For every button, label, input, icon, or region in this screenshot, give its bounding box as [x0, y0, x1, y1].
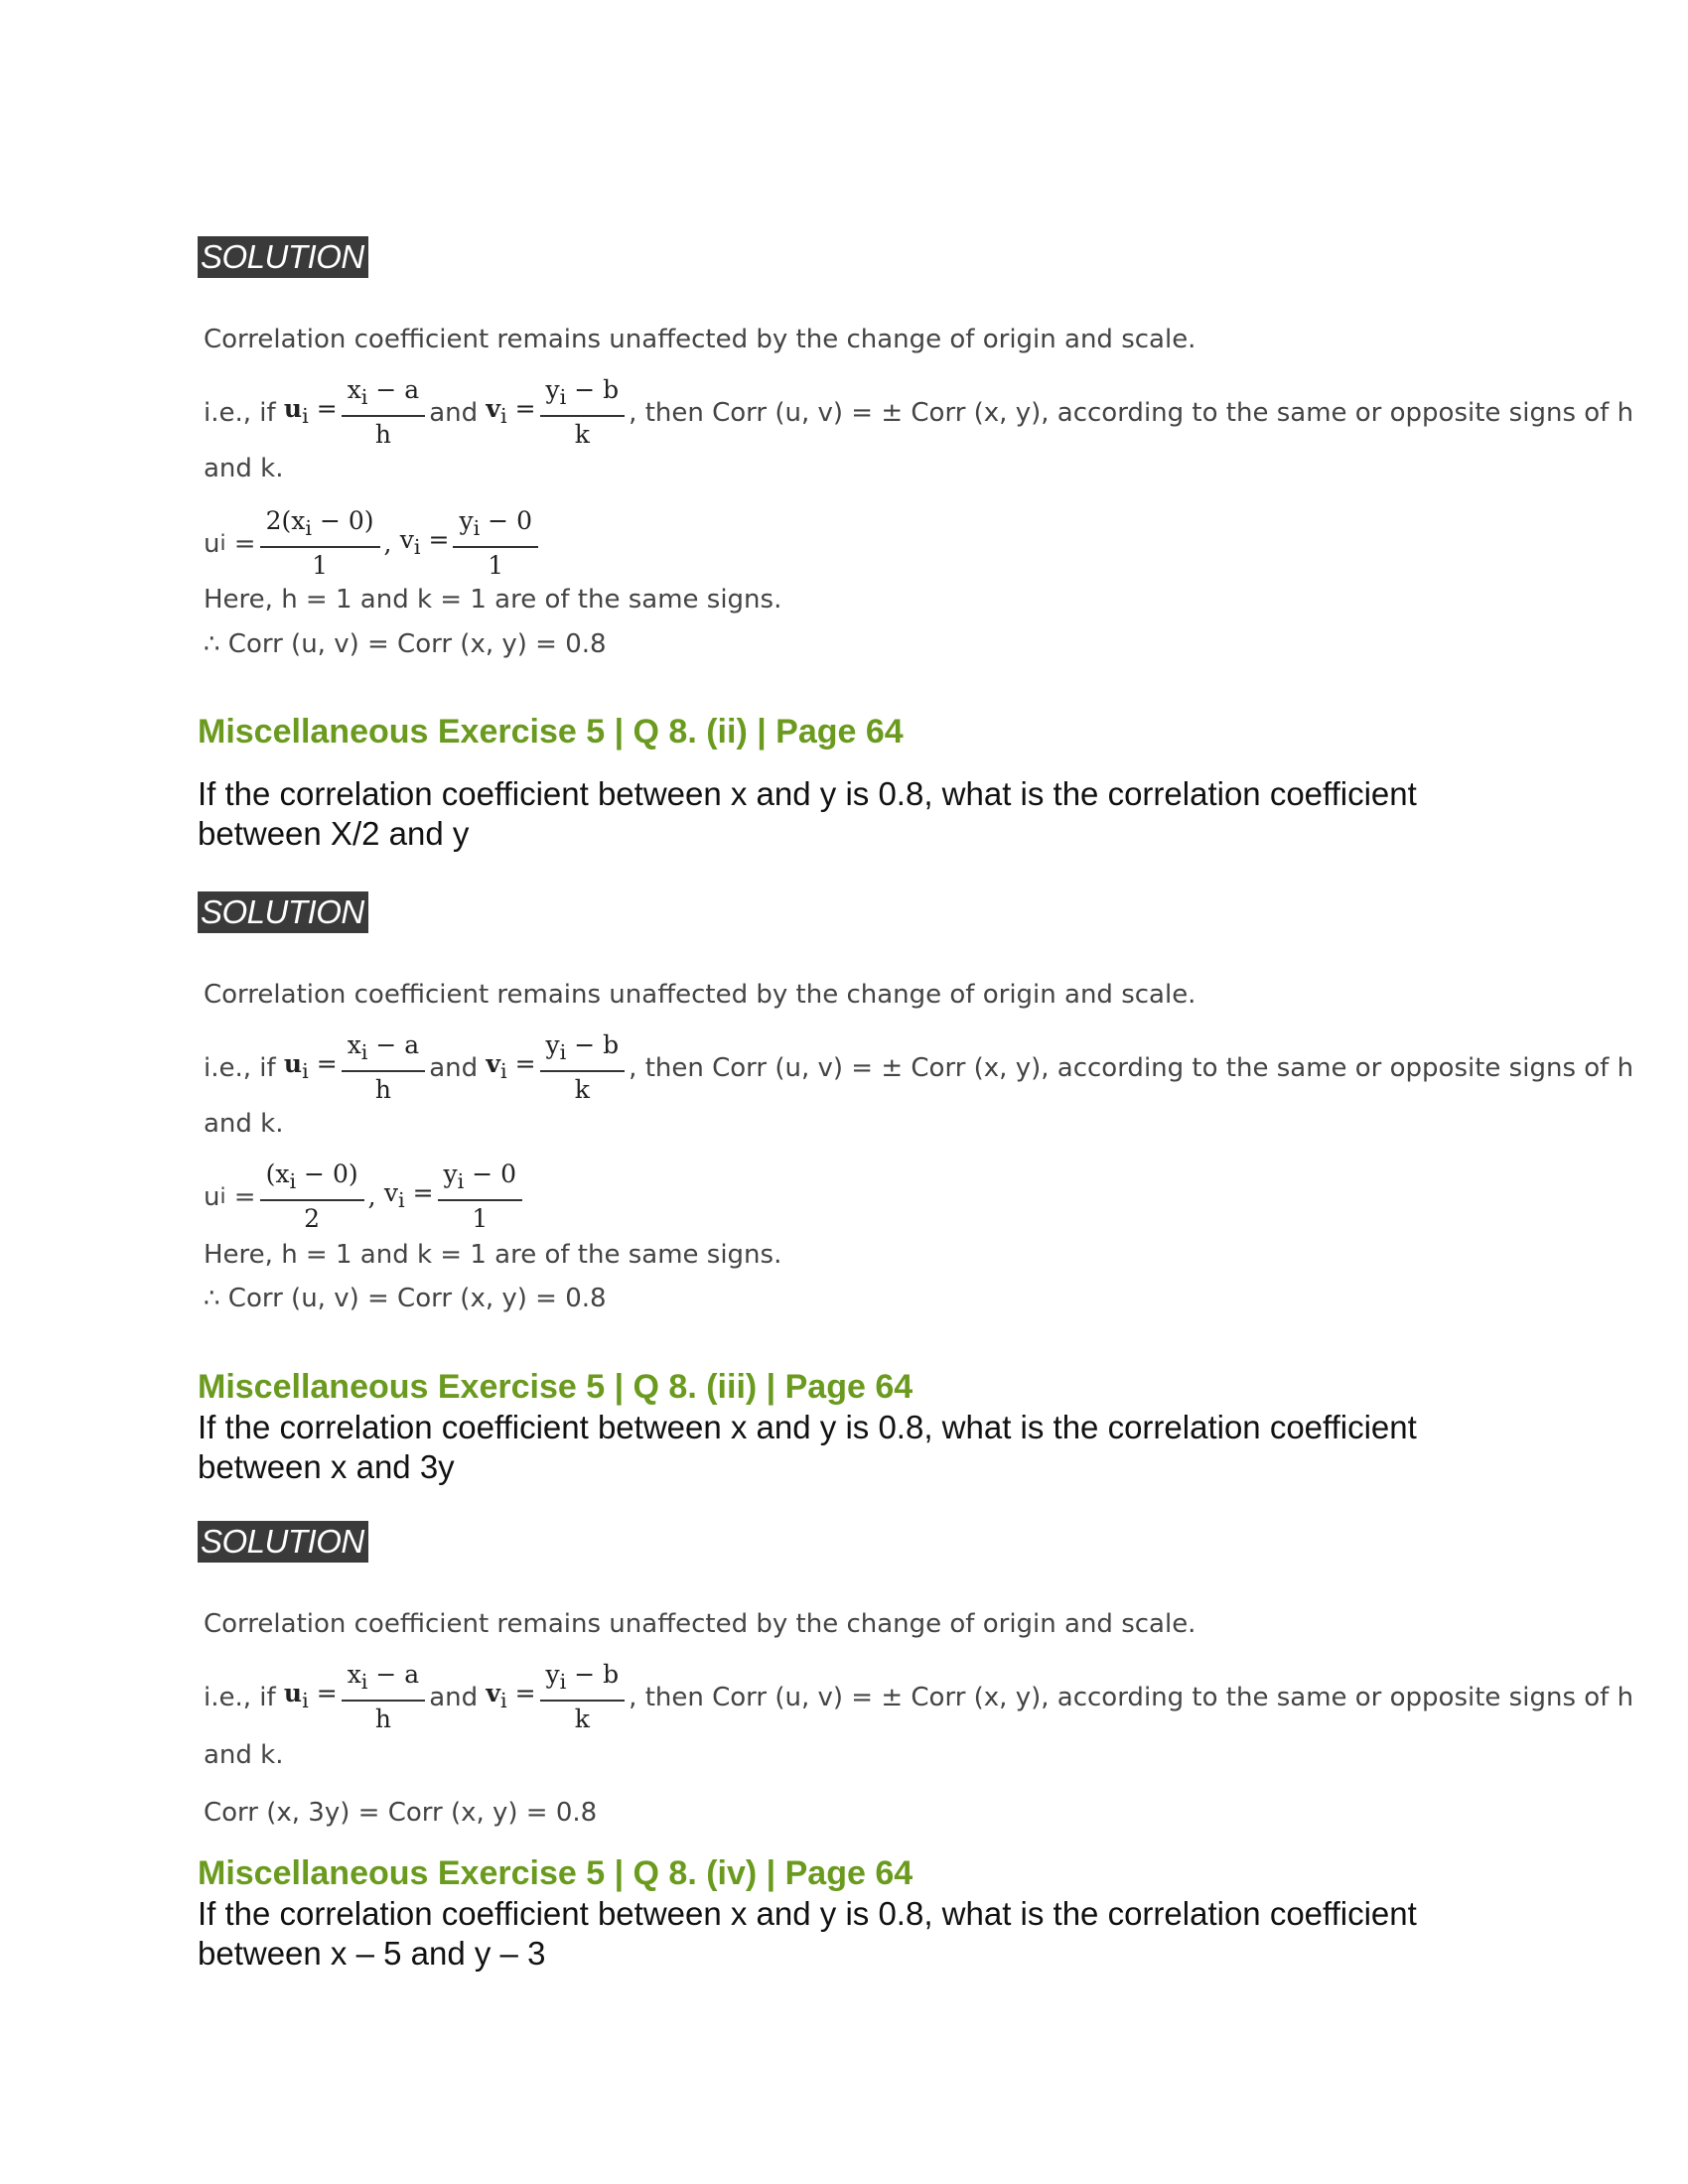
- u-def-fraction: $\frac{2(x_i - 0)}{1}$: [260, 506, 380, 581]
- u-fraction: $\frac{x_i - a}{h}$: [342, 1030, 426, 1105]
- solution-label: SOLUTION: [198, 236, 368, 278]
- question-line-1: If the correlation coefficient between x and y is 0.8, what is the correlation coefficient: [198, 1895, 1417, 1932]
- ie-prefix: i.e., if: [204, 397, 276, 428]
- exercise-heading: Miscellaneous Exercise 5 | Q 8. (iii) | Page 64: [198, 1368, 914, 1406]
- here-text: Here, h = 1 and k = 1 are of the same signs.: [204, 585, 782, 614]
- formula-line: i.e., if $u_i$ = $\frac{x_i - a}{h}$ and $v_i$ = $\frac{y_i - b}{k}$ , then Corr (u, v) = ± Corr (x, y), according to the same or opposite signs of h: [204, 1030, 1634, 1104]
- therefore-text: ∴ Corr (u, v) = Corr (x, y) = 0.8: [204, 629, 607, 659]
- intro-text: Correlation coefficient remains unaffected by the change of origin and scale.: [204, 325, 1196, 354]
- question-line-1: If the correlation coefficient between x and y is 0.8, what is the correlation coefficient: [198, 1409, 1417, 1445]
- then-text: , then Corr (u, v) = ± Corr (x, y), according to the same or opposite signs of h: [629, 397, 1634, 428]
- v-fraction: $\frac{y_i - b}{k}$: [540, 375, 626, 450]
- solution-label: SOLUTION: [198, 1521, 368, 1563]
- result-text: Corr (x, 3y) = Corr (x, y) = 0.8: [204, 1798, 598, 1828]
- question-line-2: between X/2 and y: [198, 815, 470, 852]
- here-text: Here, h = 1 and k = 1 are of the same signs.: [204, 1240, 782, 1270]
- formula-line: i.e., if $u_i$ = $\frac{x_i - a}{h}$ and $v_i$ = $\frac{y_i - b}{k}$ , then Corr (u, v) = ± Corr (x, y), according to the same or opposite signs of h: [204, 1660, 1634, 1733]
- formula-line: i.e., if $u_i$ = $\frac{x_i - a}{h}$ and $v_i$ = $\frac{y_i - b}{k}$ , then Corr (u, v) = ± Corr (x, y), according to the same or opposite signs of h: [204, 375, 1634, 449]
- intro-text: Correlation coefficient remains unaffected by the change of origin and scale.: [204, 1609, 1196, 1639]
- exercise-heading: Miscellaneous Exercise 5 | Q 8. (ii) | Page 64: [198, 713, 904, 751]
- u-fraction: $\frac{x_i - a}{h}$: [342, 375, 426, 450]
- exercise-heading: Miscellaneous Exercise 5 | Q 8. (iv) | Page 64: [198, 1854, 914, 1892]
- question-line-1: If the correlation coefficient between x and y is 0.8, what is the correlation coefficient: [198, 775, 1417, 812]
- solution-label: SOLUTION: [198, 891, 368, 933]
- u-fraction: $\frac{x_i - a}{h}$: [342, 1660, 426, 1734]
- question-line-2: between x and 3y: [198, 1448, 455, 1485]
- v-def-fraction: $\frac{y_i - 0}{1}$: [453, 506, 538, 581]
- and-k-text: and k.: [204, 454, 284, 483]
- therefore-text: ∴ Corr (u, v) = Corr (x, y) = 0.8: [204, 1284, 607, 1313]
- question-line-2: between x – 5 and y – 3: [198, 1935, 546, 1972]
- u-def-fraction: $\frac{(x_i - 0)}{2}$: [260, 1160, 364, 1234]
- and-k-text: and k.: [204, 1740, 284, 1770]
- and-k-text: and k.: [204, 1109, 284, 1139]
- uv-definition: u i = $\frac{2(x_i - 0)}{1}$ , $v_i$ = $\frac{y_i - 0}{1}$: [204, 506, 542, 581]
- uv-definition: u i = $\frac{(x_i - 0)}{2}$ , $v_i$ = $\frac{y_i - 0}{1}$: [204, 1160, 526, 1234]
- v-fraction: $\frac{y_i - b}{k}$: [540, 1660, 626, 1734]
- v-fraction: $\frac{y_i - b}{k}$: [540, 1030, 626, 1105]
- intro-text: Correlation coefficient remains unaffected by the change of origin and scale.: [204, 980, 1196, 1010]
- v-def-fraction: $\frac{y_i - 0}{1}$: [438, 1160, 523, 1234]
